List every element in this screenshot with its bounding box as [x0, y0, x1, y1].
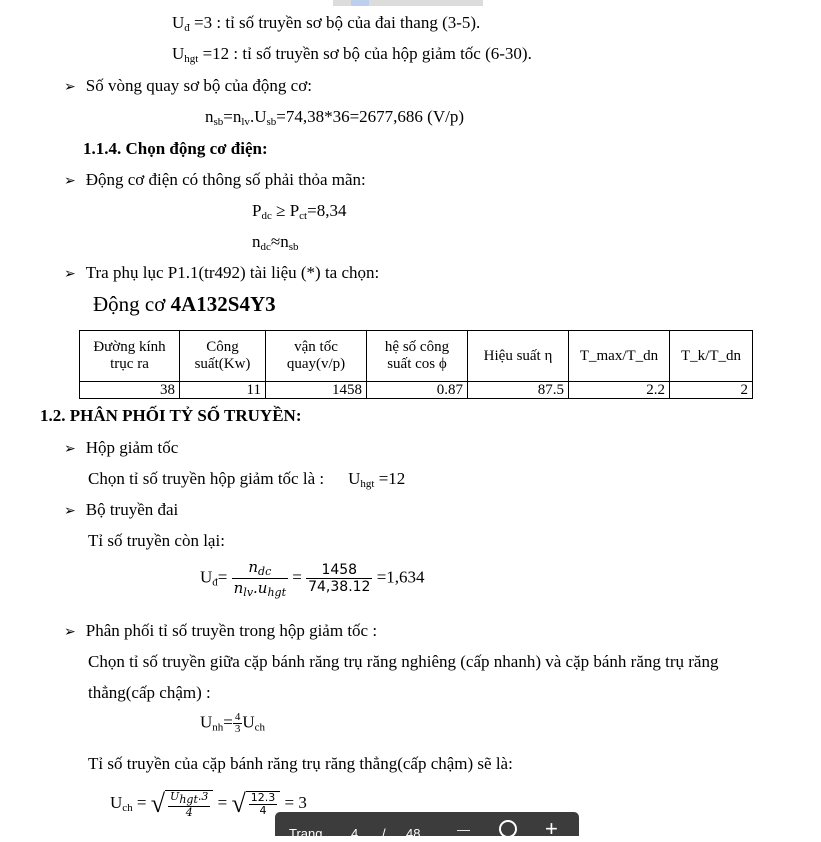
page-separator: / — [382, 826, 386, 841]
bullet-gearbox: ➢ Hộp giảm tốc — [64, 438, 179, 457]
zoom-in-button[interactable]: + — [545, 816, 558, 841]
slow-ratio-text: Tỉ số truyền của cặp bánh răng trụ răng thẳng(cấp chậm) sẽ là: — [88, 754, 513, 773]
bullet-motor: ➢ Động cơ điện có thông số phải thỏa mãn: — [64, 170, 366, 189]
top-scroll-indicator — [333, 0, 483, 6]
header-cell: Hiệu suất η — [468, 331, 569, 382]
arrow-bullet-icon: ➢ — [64, 267, 76, 282]
distribute-text-line1: Chọn tỉ số truyền giữa cặp bánh răng trụ răng nghiêng (cấp nhanh) và cặp bánh răng trụ răng — [88, 652, 719, 671]
value-cell: 2.2 — [569, 382, 670, 399]
motor-selection: Động cơ 4A132S4Y3 — [93, 292, 276, 316]
nsb-equation: $n_{sb}=n_{lv}.U_{sb}=74,38*36=2677,686$ (V/p) — [205, 107, 464, 128]
motor-model: 4A132S4Y3 — [170, 292, 276, 316]
pdc-condition: $P_{dc} \ge P_{ct}=8,34$ — [252, 201, 347, 222]
unh-equation: $U_{nh}=$ $\frac{4}{3}$ $U_{ch}$ — [200, 711, 266, 735]
arrow-bullet-icon: ➢ — [64, 625, 76, 640]
value-cell: 1458 — [266, 382, 367, 399]
zoom-out-button[interactable]: — — [457, 822, 470, 837]
gearbox-choice: Chọn tỉ số truyền hộp giảm tốc là : $U_{hgt} =12$ — [88, 469, 406, 490]
sqrt-icon: √ — [150, 789, 166, 818]
uhgt-definition: $U_{hgt} =12$ : tỉ số truyền sơ bộ của hộp giảm tốc (6-30). — [172, 44, 532, 65]
arrow-bullet-icon: ➢ — [64, 174, 76, 189]
ndc-condition: $n_{dc}\approx n_{sb}$ — [252, 232, 299, 253]
bullet-appendix: ➢ Tra phụ lục P1.1(tr492) tài liệu (*) ta chọn: — [64, 263, 380, 282]
table-header-row — [80, 331, 753, 382]
header-cell: hệ số công suất cos ϕ — [367, 331, 468, 382]
arrow-bullet-icon: ➢ — [64, 80, 76, 95]
arrow-bullet-icon: ➢ — [64, 442, 76, 457]
bullet-speed: ➢ Số vòng quay sơ bộ của động cơ: — [64, 76, 312, 95]
header-cell: T_k/T_dn — [670, 331, 753, 382]
page-total: 48 — [406, 826, 421, 841]
section-1-1-4-heading: 1.1.4. Chọn động cơ điện: — [83, 139, 268, 158]
uch-equation: $U_{ch}$ = √ $\frac{U_{hgt}.3}{4}$ = √ $\frac{12.3}{4}$ = 3 — [110, 789, 307, 819]
value-cell: 38 — [80, 382, 180, 399]
value-cell: 87.5 — [468, 382, 569, 399]
bullet-belt: ➢ Bộ truyền đai — [64, 500, 179, 519]
value-cell: 2 — [670, 382, 753, 399]
motor-spec-table — [79, 330, 753, 399]
sqrt-icon: √ — [231, 789, 246, 818]
header-cell: Công suất(Kw) — [180, 331, 266, 382]
page-label: Trang — [289, 826, 323, 841]
distribute-text-line2: thẳng(cấp chậm) : — [88, 683, 211, 702]
page-toolbar — [275, 812, 579, 841]
table-row — [80, 382, 753, 399]
page-current-input[interactable]: 4 — [351, 826, 359, 841]
zoom-reset-icon[interactable] — [499, 820, 517, 838]
remaining-ratio-text: Tỉ số truyền còn lại: — [88, 531, 225, 550]
section-1-2-heading: 1.2. PHÂN PHỐI TỶ SỐ TRUYỀN: — [40, 406, 302, 425]
header-cell: vận tốc quay(v/p) — [266, 331, 367, 382]
ud-definition: $U_đ =3$ : tỉ số truyền sơ bộ của đai thang (3-5). — [172, 13, 481, 34]
arrow-bullet-icon: ➢ — [64, 504, 76, 519]
header-cell: T_max/T_dn — [569, 331, 670, 382]
header-cell: Đường kính trục ra — [80, 331, 180, 382]
bullet-distribute: ➢ Phân phối tỉ số truyền trong hộp giảm tốc : — [64, 621, 378, 640]
ud-equation: $U_đ=$ $\frac{n_{dc}}{n_{lv}.u_{hgt}}$ = $\frac{1458}{74,38.12}$ =1,634 — [200, 558, 425, 599]
value-cell: 11 — [180, 382, 266, 399]
value-cell: 0.87 — [367, 382, 468, 399]
